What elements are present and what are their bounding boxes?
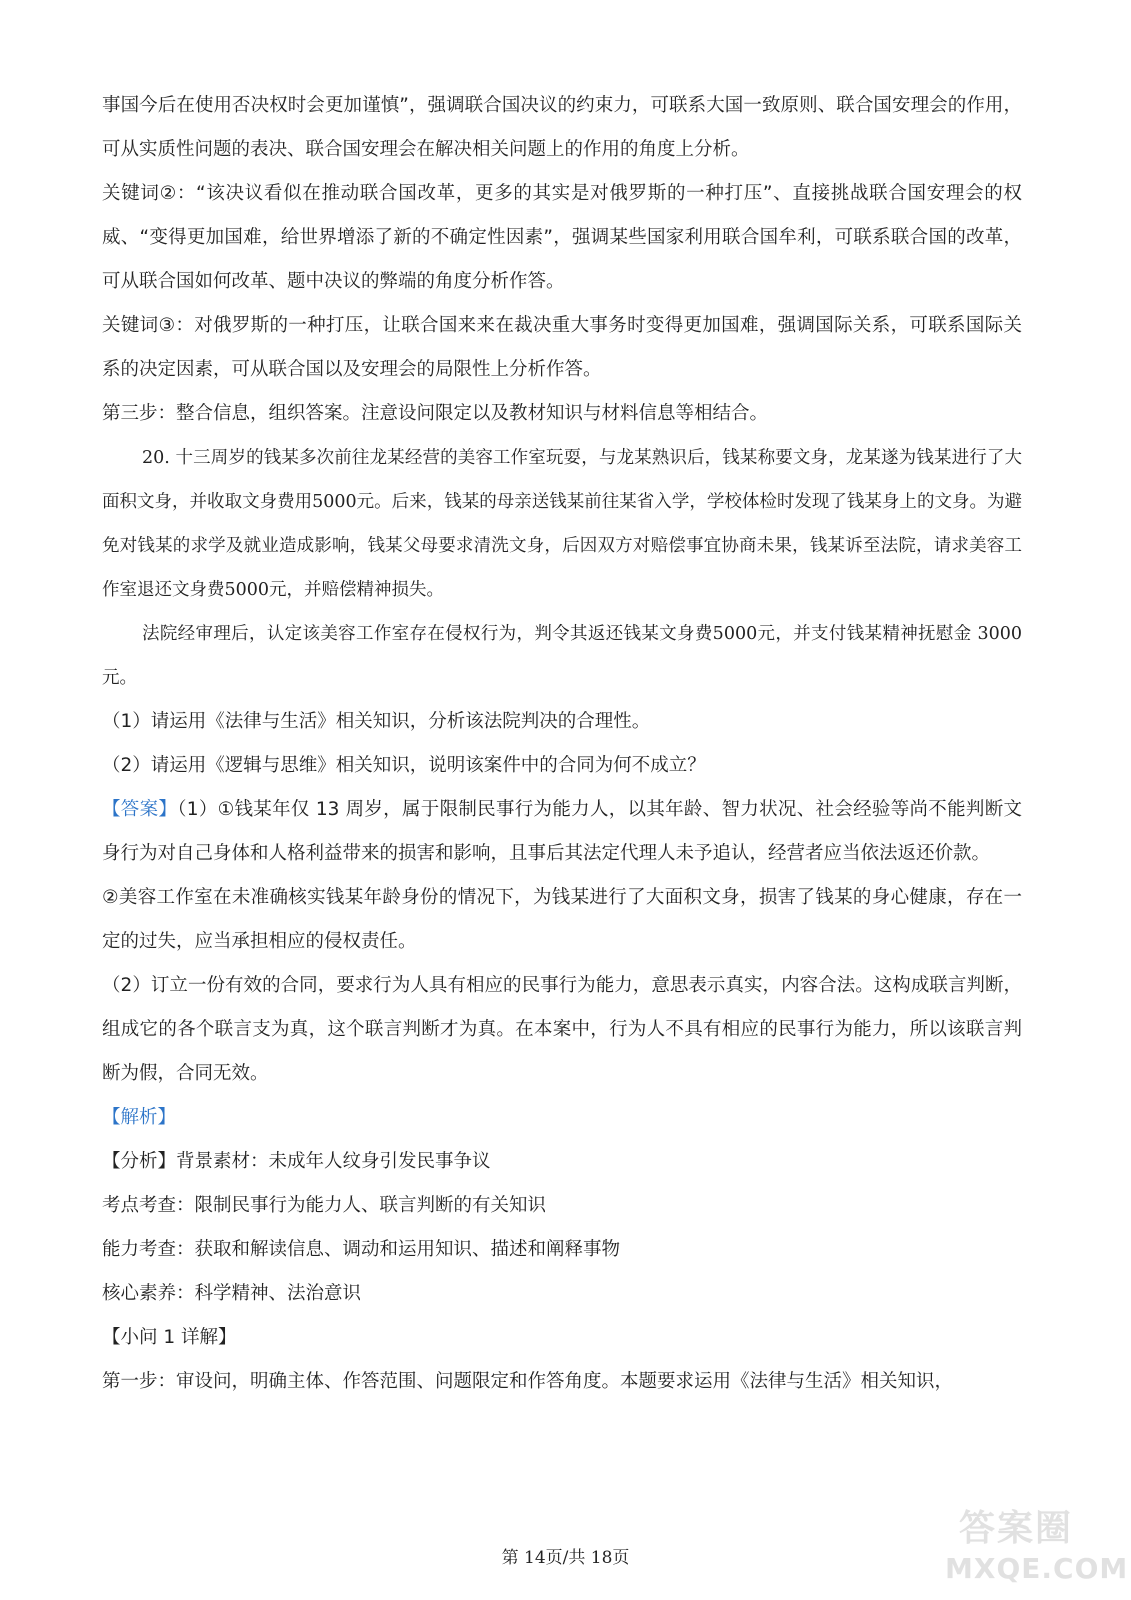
question-20-sub-2: （2）请运用《逻辑与思维》相关知识，说明该案件中的合同为何不成立？ (102, 755, 706, 776)
watermark-bottom-text: MXQE.COM (945, 1552, 1129, 1585)
analysis-literacy: 核心素养：科学精神、法治意识 (102, 1283, 362, 1304)
paragraph-keyword-3: 关键词③：对俄罗斯的一种打压，让联合国来来在裁决重大事务时变得更加国难，强调国际关系，可联系国际关系的决定因素，可从联合国以及安理会的局限性上分析作答。 (102, 315, 1022, 380)
answer-paragraph-1 (102, 788, 1022, 876)
watermark-top-text: 答案圈 (959, 1508, 1074, 1549)
paragraph-1: 事国今后在使用否决权时会更加谨慎”，强调联合国决议的约束力，可联系大国一致原则、联合国安理会的作用，可从实质性问题的表决、联合国安理会在解决相关问题上的作用的角度上分析。 (102, 95, 1022, 160)
watermark-logo (919, 1494, 1129, 1594)
answer-tag: 【答案】 (102, 799, 178, 820)
step-1-paragraph: 第一步：审设问，明确主体、作答范围、问题限定和作答角度。本题要求运用《法律与生活》相关知识， (102, 1371, 954, 1392)
answer-paragraph-2: ②美容工作室在未准确核实钱某年龄身份的情况下，为钱某进行了大面积文身，损害了钱某的身心健康，存在一定的过失，应当承担相应的侵权责任。 (102, 887, 1022, 952)
analysis-heading (102, 1096, 1022, 1140)
analysis-background: 【分析】背景素材：未成年人纹身引发民事争议 (102, 1151, 491, 1172)
page-footer: 第 14页/共 18页 (501, 1548, 630, 1568)
question-20-material: 20. 十三周岁的钱某多次前往龙某经营的美容工作室玩耍，与龙某熟识后，钱某称要文身，龙某遂为钱某进行了大面积文身，并收取文身费用5000元。后来，钱某的母亲送钱某前往某省入学，学校体检时发现了钱某身上的文身。为避免对钱某的求学及就业造成影响，钱某父母要求清洗文身，后因双方对赔偿事宜协商未果，钱某诉至法院，请求美容工作室退还文身费5000元，并赔偿精神损失。 (102, 448, 1022, 600)
analysis-ability: 能力考查：获取和解读信息、调动和运用知识、描述和阐释事物 (102, 1239, 621, 1260)
document-body (102, 84, 1022, 1404)
question-20-verdict: 法院经审理后，认定该美容工作室存在侵权行为，判令其返还钱某文身费5000元，并支付钱某精神抚慰金 3000 元。 (102, 624, 1022, 688)
analysis-tag: 【解析】 (102, 1107, 177, 1128)
analysis-exam-points: 考点考查：限制民事行为能力人、联言判断的有关知识 (102, 1195, 547, 1216)
answer-text-1: （1）①钱某年仅 13 周岁，属于限制民事行为能力人，以其年龄、智力状况、社会经验等尚不能判断文身行为对自己身体和人格利益带来的损害和影响，且事后其法定代理人未予追认，经营者应当依法返还价款。 (102, 799, 1022, 864)
question-20-sub-1: （1）请运用《法律与生活》相关知识，分析该法院判决的合理性。 (102, 711, 651, 732)
sub-question-1-heading: 【小问 1 详解】 (102, 1327, 237, 1348)
paragraph-step-3: 第三步：整合信息，组织答案。注意设问限定以及教材知识与材料信息等相结合。 (102, 403, 769, 424)
answer-paragraph-3: （2）订立一份有效的合同，要求行为人具有相应的民事行为能力，意思表示真实，内容合法。这构成联言判断，组成它的各个联言支为真，这个联言判断才为真。在本案中，行为人不具有相应的民事行为能力，所以该联言判断为假，合同无效。 (102, 975, 1022, 1084)
paragraph-keyword-2: 关键词②：“该决议看似在推动联合国改革，更多的其实是对俄罗斯的一种打压”、直接挑战联合国安理会的权威、“变得更加国难，给世界增添了新的不确定性因素”，强调某些国家利用联合国牟利，可联系联合国的改革，可从联合国如何改革、题中决议的弊端的角度分析作答。 (102, 183, 1022, 292)
